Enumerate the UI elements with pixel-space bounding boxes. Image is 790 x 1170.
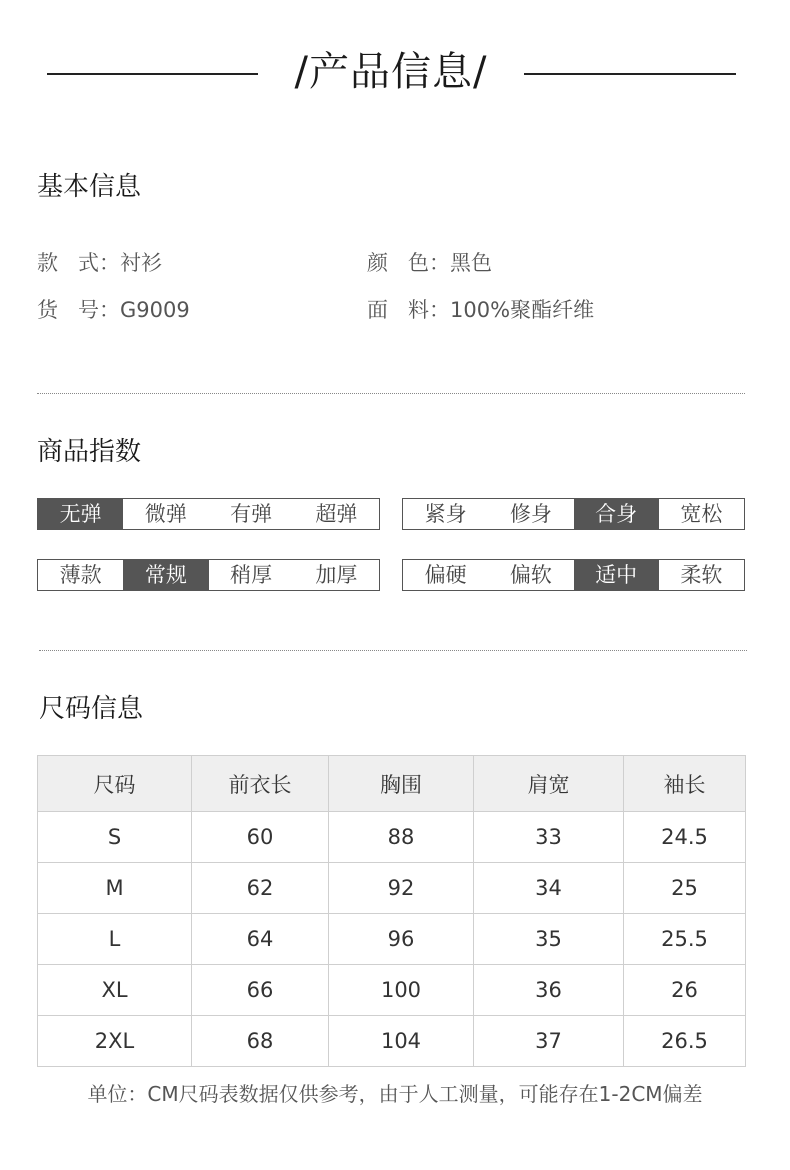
column-header-front-length: 前衣长 [192,756,329,812]
table-cell: 60 [192,812,329,863]
index-option: 超弹 [315,502,358,526]
page-title: /产品信息/ [294,49,488,95]
table-cell: 24.5 [624,812,746,863]
table-cell: M [38,863,192,914]
section-divider [39,650,747,651]
info-fabric-label: 面 料： [367,298,451,322]
column-header-shoulder: 肩宽 [474,756,624,812]
index-option: 紧身 [424,502,467,526]
index-option-selected: 适中 [574,560,659,590]
index-group-fit [402,498,745,530]
table-cell: 25.5 [624,914,746,965]
table-row [38,914,746,965]
table-cell: 36 [474,965,624,1016]
product-index-title: 商品指数 [37,437,142,467]
index-group-thickness [37,559,380,591]
info-fabric-value: 100%聚酯纤维 [450,298,595,322]
table-row [38,1016,746,1067]
index-group-softness [402,559,745,591]
index-option-selected: 无弹 [38,499,123,529]
table-cell: 33 [474,812,624,863]
table-cell: 96 [329,914,474,965]
table-cell: 66 [192,965,329,1016]
column-header-chest: 胸围 [329,756,474,812]
table-cell: 26 [624,965,746,1016]
info-item-number-value: G9009 [120,298,190,322]
table-cell: L [38,914,192,965]
table-cell: 100 [329,965,474,1016]
size-table-header-row [38,756,746,812]
index-option-selected: 常规 [123,560,208,590]
info-item-number-label: 货 号： [37,298,121,322]
table-cell: 68 [192,1016,329,1067]
index-option: 微弹 [144,502,187,526]
info-fabric [367,295,594,325]
index-option: 柔软 [680,563,723,587]
table-cell: 25 [624,863,746,914]
info-color-value: 黑色 [450,251,493,275]
size-table [37,755,746,1067]
page-header [0,42,790,102]
table-cell: 64 [192,914,329,965]
table-cell: 34 [474,863,624,914]
table-cell: 35 [474,914,624,965]
index-option: 偏软 [509,563,552,587]
table-cell: XL [38,965,192,1016]
table-cell: 104 [329,1016,474,1067]
info-item-number [37,295,190,325]
index-option: 修身 [509,502,552,526]
index-option: 有弹 [230,502,273,526]
table-cell: 37 [474,1016,624,1067]
table-row [38,965,746,1016]
index-option: 加厚 [315,563,358,587]
index-option-selected: 合身 [574,499,659,529]
info-style-value: 衬衫 [120,251,163,275]
basic-info-title: 基本信息 [37,172,142,202]
table-cell: 2XL [38,1016,192,1067]
table-cell: 92 [329,863,474,914]
column-header-sleeve: 袖长 [624,756,746,812]
index-option: 宽松 [680,502,723,526]
index-option: 偏硬 [424,563,467,587]
size-info-title: 尺码信息 [39,694,144,724]
header-left-rule [47,73,258,75]
table-cell: S [38,812,192,863]
index-option: 薄款 [59,563,102,587]
table-cell: 26.5 [624,1016,746,1067]
size-note: 单位：CM尺码表数据仅供参考，由于人工测量，可能存在1-2CM偏差 [87,1082,703,1106]
info-color-label: 颜 色： [367,251,451,275]
header-right-rule [524,73,736,75]
info-style [37,248,162,278]
column-header-size: 尺码 [38,756,192,812]
table-cell: 88 [329,812,474,863]
table-row [38,812,746,863]
section-divider [37,393,745,394]
index-option: 稍厚 [230,563,273,587]
table-cell: 62 [192,863,329,914]
index-group-elasticity [37,498,380,530]
info-color [367,248,492,278]
table-row [38,863,746,914]
info-style-label: 款 式： [37,251,121,275]
